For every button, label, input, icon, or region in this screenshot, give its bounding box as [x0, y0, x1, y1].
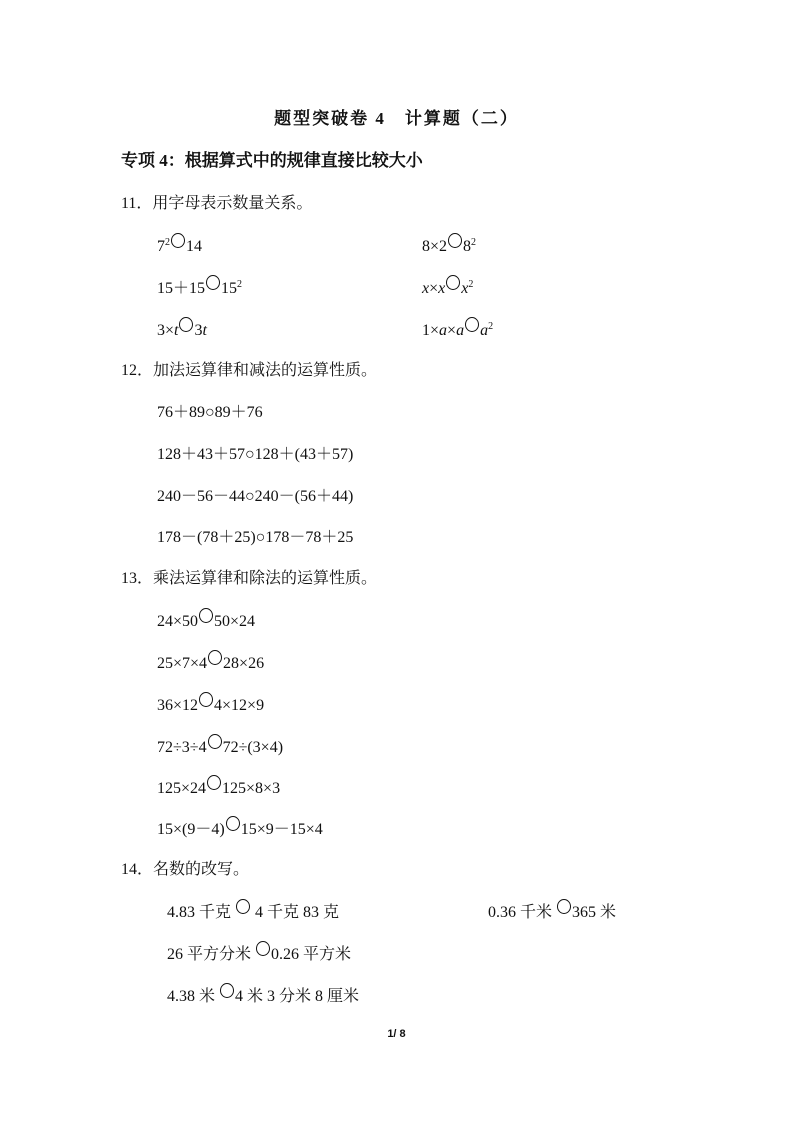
q11-item-6: 1×a×a $a^2$: [422, 317, 493, 340]
q11-item-3: 15＋15 $15^2$: [157, 275, 242, 298]
answer-circle[interactable]: [179, 317, 193, 332]
answer-circle[interactable]: [208, 734, 222, 749]
answer-circle[interactable]: [446, 275, 460, 290]
q13-item-1: 24×50 50×24: [157, 608, 255, 631]
answer-circle[interactable]: [557, 899, 571, 914]
q13-item-5: 125×24 125×8×3: [157, 775, 280, 798]
q12-item-1: 76＋89○89＋76: [157, 404, 263, 421]
question-13-heading: 13．乘法运算律和除法的运算性质。: [121, 570, 378, 587]
q13-item-4: 72÷3÷4 72÷(3×4): [157, 734, 283, 757]
question-12-heading: 12．加法运算律和减法的运算性质。: [121, 362, 378, 379]
q11-item-4: x×x $x^2$: [422, 275, 473, 298]
answer-circle[interactable]: [206, 275, 220, 290]
answer-circle[interactable]: [448, 233, 462, 248]
answer-circle[interactable]: [220, 983, 234, 998]
q13-item-6: 15×(9－4) 15×9－15×4: [157, 816, 323, 839]
answer-circle[interactable]: [171, 233, 185, 248]
q12-item-2: 128＋43＋57○128＋(43＋57): [157, 446, 354, 463]
answer-circle[interactable]: [199, 692, 213, 707]
q12-item-4: 178－(78＋25)○178－78＋25: [157, 529, 354, 546]
q13-item-3: 36×12 4×12×9: [157, 692, 264, 715]
q11-item-5: 3×t 3t: [157, 317, 207, 340]
q14-item-3: 26 平方分米 0.26 平方米: [167, 941, 351, 964]
page-title: 题型突破卷 4 计算题（二）: [274, 109, 519, 128]
answer-circle[interactable]: [207, 775, 221, 790]
q14-item-1: 4.83 千克 4 千克 83 克: [167, 899, 339, 922]
answer-circle[interactable]: [256, 941, 270, 956]
q14-item-2: 0.36 千米 365 米: [488, 899, 616, 922]
answer-circle[interactable]: [208, 650, 222, 665]
answer-circle[interactable]: [236, 899, 250, 914]
question-14-heading: 14．名数的改写。: [121, 861, 250, 878]
answer-circle[interactable]: [465, 317, 479, 332]
q14-item-4: 4.38 米 4 米 3 分米 8 厘米: [167, 983, 359, 1006]
q11-item-2: 8×2 $8^2$: [422, 233, 476, 256]
q13-item-2: 25×7×4 28×26: [157, 650, 264, 673]
q11-item-1: $7^2$ 14: [157, 233, 202, 256]
page-number: 1/ 8: [387, 1028, 406, 1040]
answer-circle[interactable]: [199, 608, 213, 623]
question-11-heading: 11．用字母表示数量关系。: [121, 195, 313, 212]
section-heading: 专项 4：根据算式中的规律直接比较大小: [121, 151, 423, 170]
answer-circle[interactable]: [226, 816, 240, 831]
q12-item-3: 240－56－44○240－(56＋44): [157, 488, 354, 505]
